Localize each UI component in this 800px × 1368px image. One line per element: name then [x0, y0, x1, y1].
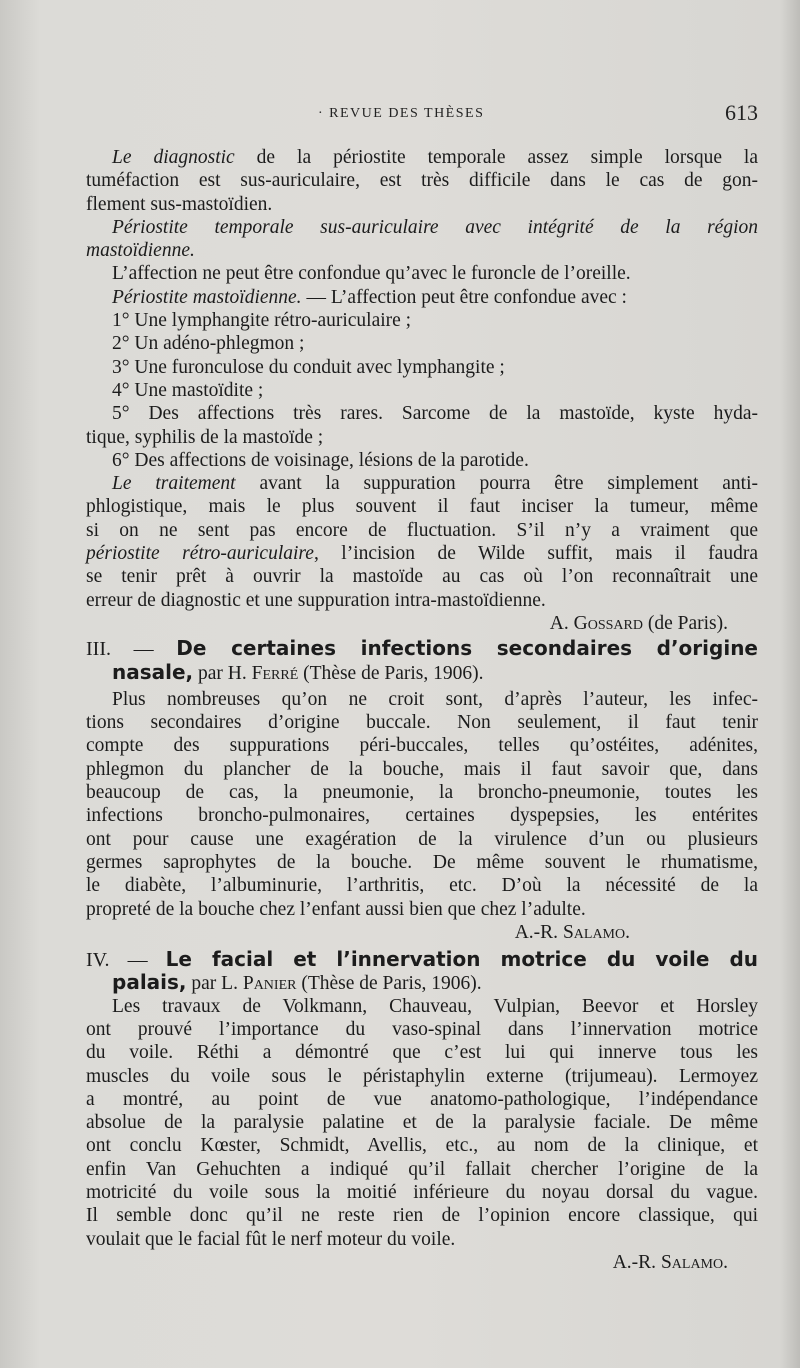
author-signature: A.-R. Salamo. — [612, 1251, 728, 1273]
paragraph-line: si on ne sent pas encore de fluctuation. S’il n’y a vraiment que — [86, 519, 758, 541]
paragraph-line: voulait que le facial fût le nerf moteur du voile. — [86, 1228, 456, 1250]
subheading-line: mastoïdienne. — [86, 240, 195, 262]
running-head: · REVUE DES THÈSES — [318, 106, 485, 121]
list-item: 2° Un adéno-phlegmon ; — [112, 333, 305, 355]
article-body — [86, 146, 758, 1274]
paragraph-line: Le diagnostic de la périostite temporale assez simple lorsque la — [112, 147, 759, 168]
section-title: nasale, par H. Ferré (Thèse de Paris, 1906). — [112, 659, 484, 684]
page-number: 613 — [725, 100, 758, 125]
section-title: III. — De certaines infections secondaires d’origine — [86, 636, 758, 661]
paragraph-line: beaucoup de cas, la pneumonie, la broncho-pneumonie, toutes les — [86, 782, 758, 804]
list-item: 1° Une lymphangite rétro-auriculaire ; — [112, 310, 412, 332]
section-title: palais, par L. Panier (Thèse de Paris, 1906). — [112, 970, 482, 995]
list-item: 5° Des affections très rares. Sarcome de la mastoïde, kyste hyda- — [112, 403, 758, 425]
paragraph-line: L’affection ne peut être confondue qu’avec le furoncle de l’oreille. — [112, 263, 631, 285]
list-item: 4° Une mastoïdite ; — [112, 379, 264, 401]
paragraph-line: Les travaux de Volkmann, Chauveau, Vulpian, Beevor et Horsley — [112, 995, 758, 1017]
paragraph-line: compte des suppurations péri-buccales, telles qu’ostéites, adénites, — [86, 735, 758, 757]
paragraph-line: ont conclu Kœster, Schmidt, Avellis, etc., au nom de la clinique, et — [86, 1135, 758, 1157]
paragraph-line: tuméfaction est sus-auriculaire, est très difficile dans le cas de gon- — [86, 170, 758, 192]
paragraph-line: phlegmon du plancher de la bouche, mais il faut savoir que, dans — [86, 758, 758, 780]
paragraph-line: périostite rétro-auriculaire, l’incision de Wilde suffit, mais il faudra — [86, 543, 758, 565]
subheading-line: Périostite temporale sus-auriculaire avec intégrité de la région — [112, 216, 758, 238]
section-title: IV. — Le facial et l’innervation motrice du voile du — [86, 947, 759, 972]
paragraph-line: se tenir prêt à ouvrir la mastoïde au cas où l’on reconnaîtrait une — [86, 566, 758, 588]
paragraph-line: germes saprophytes de la bouche. De même souvent le rhumatisme, — [86, 851, 758, 873]
list-item: tique, syphilis de la mastoïde ; — [86, 426, 324, 448]
paragraph-line: Plus nombreuses qu’on ne croit sont, d’après l’auteur, les infec- — [112, 688, 758, 710]
paragraph-line: ont prouvé l’importance du vaso-spinal dans l’innervation motrice — [86, 1018, 758, 1040]
list-item: 6° Des affections de voisinage, lésions de la parotide. — [112, 449, 529, 471]
author-signature: A.-R. Salamo. — [514, 921, 630, 943]
page-header — [90, 102, 758, 132]
paragraph-line: phlogistique, mais le plus souvent il faut inciser la tumeur, même — [86, 496, 758, 518]
paragraph-line: motricité du voile sous la moitié inférieure du noyau dorsal du vague. — [86, 1182, 758, 1204]
paragraph-line: du voile. Réthi a démontré que c’est lui qui innerve tous les — [86, 1042, 758, 1064]
paragraph-line: muscles du voile sous le péristaphylin externe (trijumeau). Lermoyez — [86, 1065, 758, 1087]
paragraph-line: Périostite mastoïdienne. — L’affection peut être confondue avec : — [112, 286, 627, 308]
paragraph-line: erreur de diagnostic et une suppuration intra-mastoïdienne. — [86, 589, 546, 611]
paragraph-line: a montré, au point de vue anatomo-pathologique, l’indépendance — [86, 1088, 758, 1110]
paragraph-line: le diabète, l’albuminurie, l’arthritis, etc. D’où la nécessité de la — [86, 875, 758, 897]
paragraph-line: ont pour cause une exagération de la virulence d’un ou plusieurs — [86, 828, 758, 850]
paragraph-line: Le traitement avant la suppuration pourra être simplement anti- — [112, 473, 758, 495]
author-signature: A. Gossard (de Paris). — [549, 612, 728, 634]
paragraph-line: enfin Van Gehuchten a indiqué qu’il fallait chercher l’origine de la — [86, 1158, 758, 1180]
paragraph-line: flement sus-mastoïdien. — [86, 193, 273, 215]
list-item: 3° Une furonculose du conduit avec lymphangite ; — [112, 356, 505, 378]
paragraph-line: infections broncho-pulmonaires, certaines dyspepsies, les entérites — [86, 805, 758, 827]
paragraph-line: tions secondaires d’origine buccale. Non seulement, il faut tenir — [86, 712, 758, 734]
paragraph-line: Il semble donc qu’il ne reste rien de l’opinion encore classique, qui — [86, 1205, 758, 1227]
paragraph-line: propreté de la bouche chez l’enfant aussi bien que chez l’adulte. — [86, 898, 586, 920]
paragraph-line: absolue de la paralysie palatine et de la paralysie faciale. De même — [86, 1112, 758, 1134]
